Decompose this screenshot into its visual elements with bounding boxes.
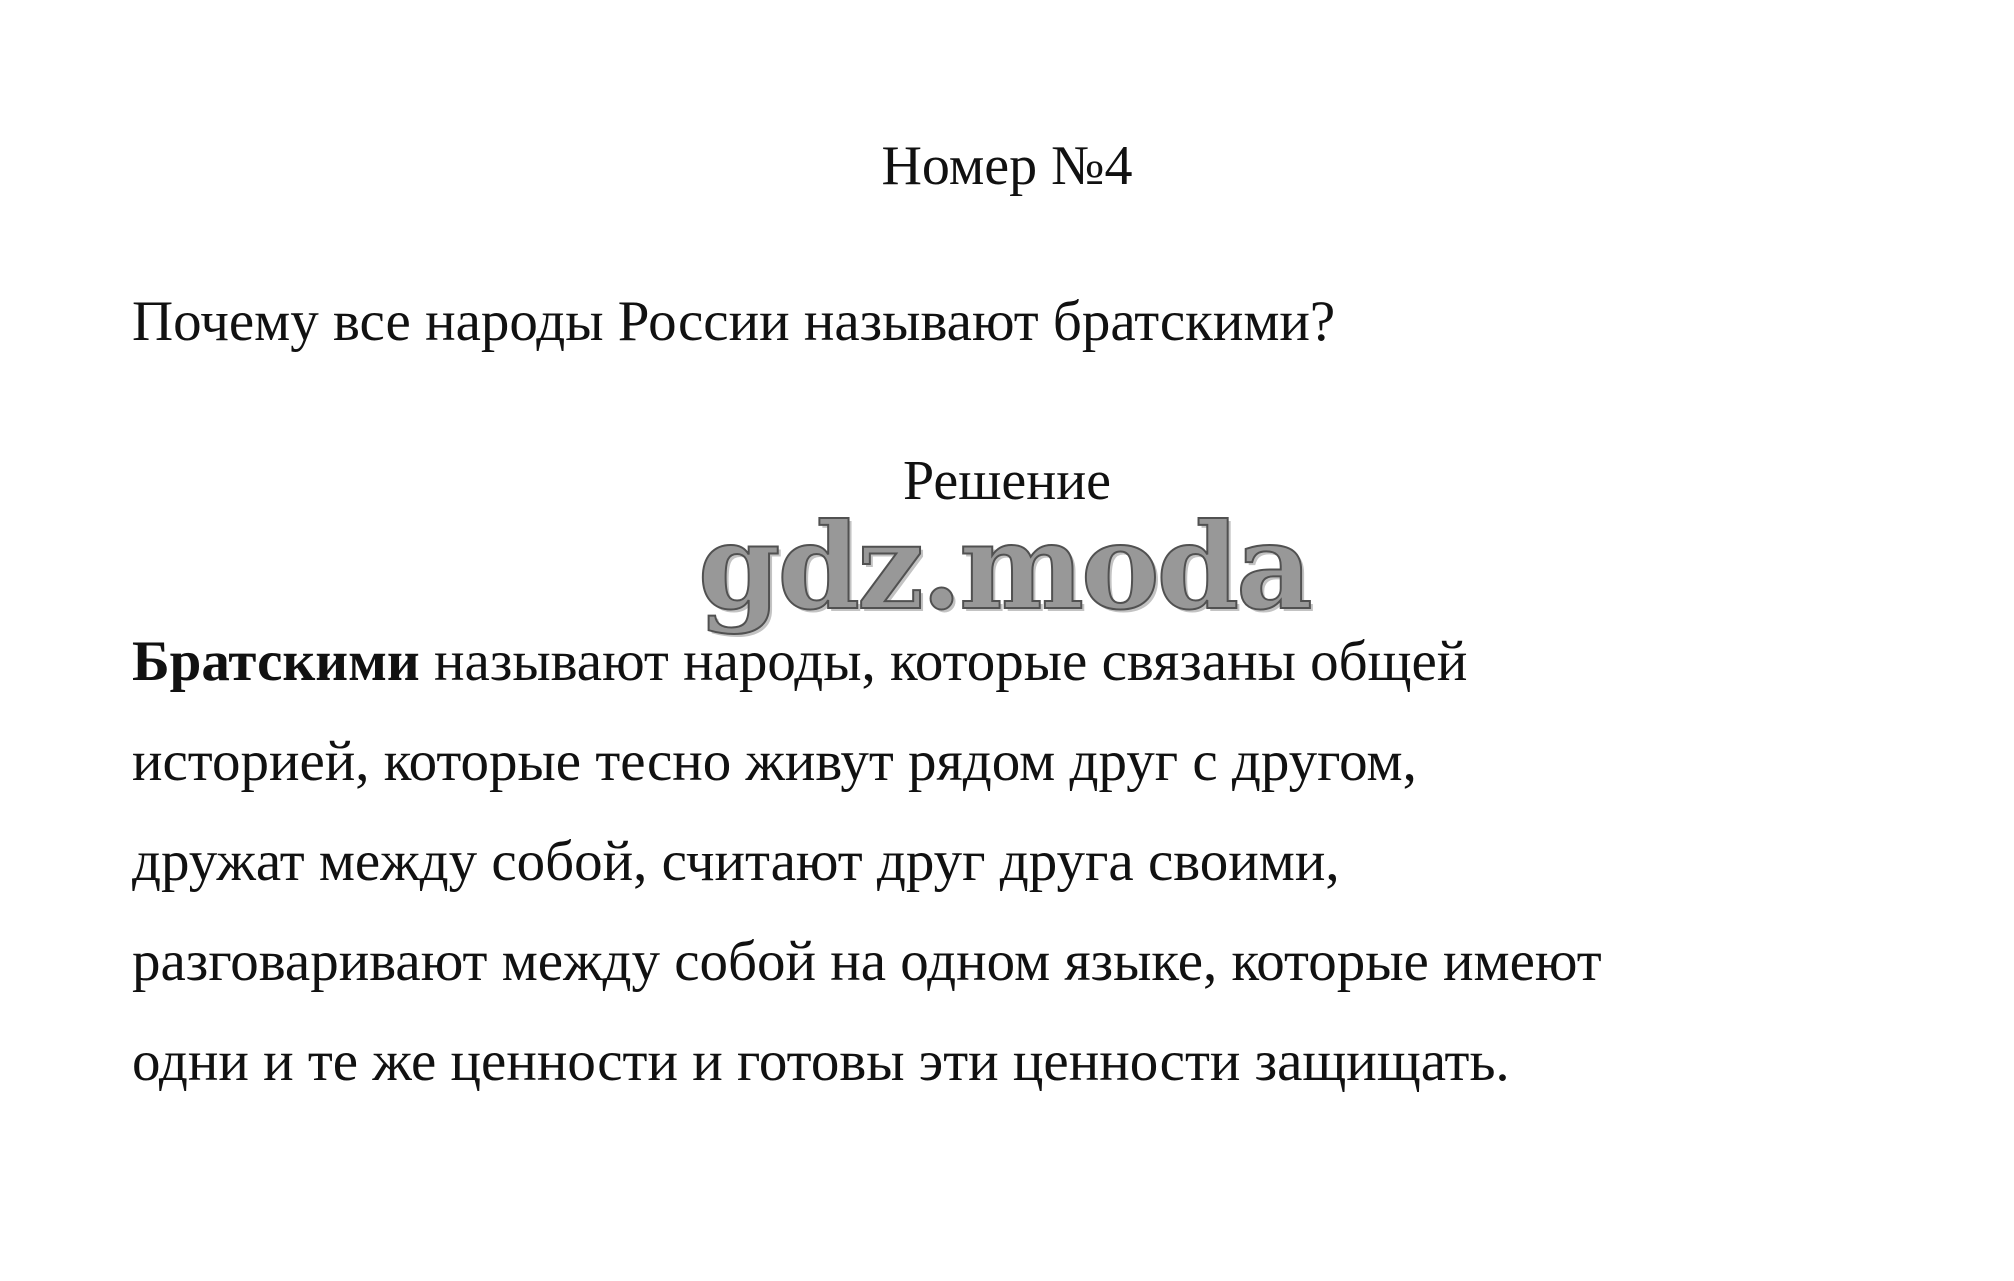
solution-heading: Решение	[902, 450, 1112, 512]
site-watermark: gdz.moda	[698, 497, 1310, 636]
answer-line-3: дружат между собой, считают друг друга своими,	[132, 830, 1340, 893]
answer-line-1-rest: называют народы, которые связаны общей	[419, 630, 1468, 693]
answer-bold-term: Братскими	[132, 630, 420, 693]
answer-paragraph	[132, 612, 1972, 1112]
answer-line-5: одни и те же ценности и готовы эти ценности защищать.	[132, 1030, 1510, 1093]
exercise-number-heading: Номер №4	[881, 135, 1133, 197]
answer-line-4: разговаривают между собой на одном языке, которые имеют	[132, 930, 1602, 993]
question-text: Почему все народы России называют братскими?	[132, 290, 1336, 353]
answer-line-1	[132, 612, 1972, 712]
answer-line-2: историей, которые тесно живут рядом друг с другом,	[132, 730, 1417, 793]
